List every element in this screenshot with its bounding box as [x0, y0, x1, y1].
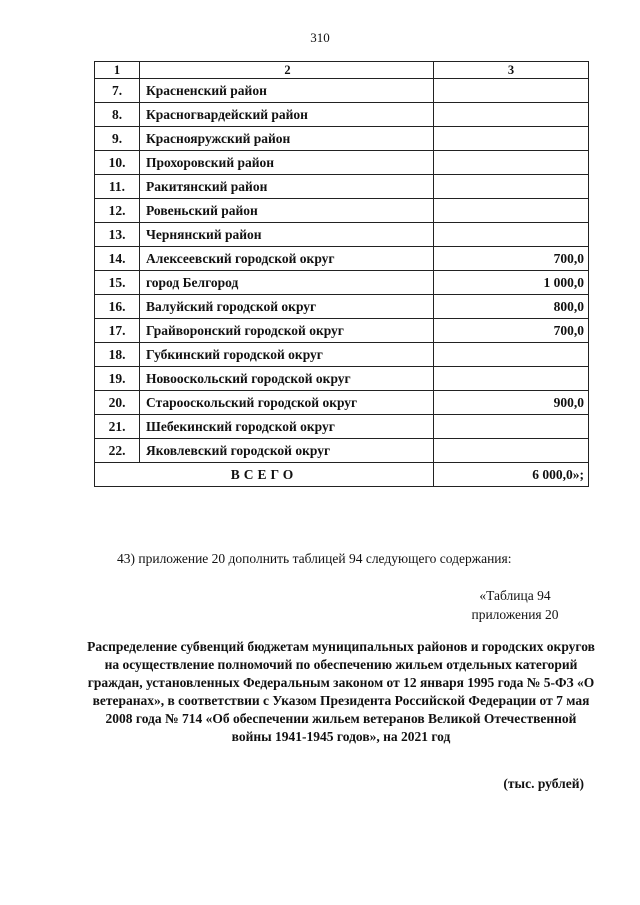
header-col-1: 1	[95, 62, 140, 79]
row-value	[434, 103, 589, 127]
row-number: 9.	[95, 127, 140, 151]
table-reference-line-2: приложения 20	[471, 607, 559, 622]
header-col-2: 2	[140, 62, 434, 79]
row-number: 22.	[95, 439, 140, 463]
row-number: 10.	[95, 151, 140, 175]
table-row	[95, 343, 589, 367]
table-row	[95, 415, 589, 439]
row-value	[434, 223, 589, 247]
table-row	[95, 271, 589, 295]
row-number: 18.	[95, 343, 140, 367]
row-number: 16.	[95, 295, 140, 319]
row-number: 11.	[95, 175, 140, 199]
row-value: 700,0	[434, 247, 589, 271]
total-value: 6 000,0»;	[434, 463, 589, 487]
table-row	[95, 223, 589, 247]
row-name: Краснояружский район	[140, 127, 434, 151]
table-row	[95, 175, 589, 199]
row-value	[434, 343, 589, 367]
header-col-3: 3	[434, 62, 589, 79]
row-number: 13.	[95, 223, 140, 247]
row-name: Губкинский городской округ	[140, 343, 434, 367]
table-row	[95, 199, 589, 223]
row-value: 800,0	[434, 295, 589, 319]
row-value	[434, 151, 589, 175]
units-label: (тыс. рублей)	[503, 776, 584, 791]
row-name: Красненский район	[140, 79, 434, 103]
row-name: город Белгород	[140, 271, 434, 295]
row-value	[434, 415, 589, 439]
row-name: Валуйский городской округ	[140, 295, 434, 319]
table-row	[95, 127, 589, 151]
table-row	[95, 367, 589, 391]
row-value: 1 000,0	[434, 271, 589, 295]
row-name: Новооскольский городской округ	[140, 367, 434, 391]
row-value	[434, 175, 589, 199]
row-number: 7.	[95, 79, 140, 103]
row-number: 15.	[95, 271, 140, 295]
row-value	[434, 79, 589, 103]
row-value	[434, 199, 589, 223]
row-name: Яковлевский городской округ	[140, 439, 434, 463]
row-number: 14.	[95, 247, 140, 271]
row-number: 17.	[95, 319, 140, 343]
row-name: Старооскольский городской округ	[140, 391, 434, 415]
row-name: Ракитянский район	[140, 175, 434, 199]
row-value: 900,0	[434, 391, 589, 415]
table-row	[95, 103, 589, 127]
row-number: 19.	[95, 367, 140, 391]
total-row	[95, 463, 589, 487]
table-row	[95, 247, 589, 271]
table-header-row	[95, 62, 589, 79]
table-row	[95, 319, 589, 343]
table-row	[95, 295, 589, 319]
table-reference	[440, 586, 590, 624]
table-title: Распределение субвенций бюджетам муниципальных районов и городских округов на осуществление полномочий по обеспечению жильем отдельных категорий граждан, установленных Федеральным законом от 12 января 1995 года № 5-ФЗ «О ветеранах», в соответствии с Указом Президента Российской Федерации от 7 мая 2008 года № 714 «Об обеспечении жильем ветеранов Великой Отечественной войны 1941-1945 годов», на 2021 год	[87, 639, 595, 744]
table-body	[95, 79, 589, 463]
row-value	[434, 367, 589, 391]
row-number: 12.	[95, 199, 140, 223]
table-row	[95, 439, 589, 463]
row-number: 21.	[95, 415, 140, 439]
table-row	[95, 391, 589, 415]
row-name: Шебекинский городской округ	[140, 415, 434, 439]
row-name: Красногвардейский район	[140, 103, 434, 127]
row-value: 700,0	[434, 319, 589, 343]
amendment-paragraph: 43) приложение 20 дополнить таблицей 94 следующего содержания:	[117, 551, 512, 566]
row-number: 8.	[95, 103, 140, 127]
allocation-table	[94, 61, 589, 487]
row-name: Алексеевский городской округ	[140, 247, 434, 271]
table-row	[95, 79, 589, 103]
row-name: Прохоровский район	[140, 151, 434, 175]
row-value	[434, 439, 589, 463]
row-name: Ровеньский район	[140, 199, 434, 223]
table-row	[95, 151, 589, 175]
total-label: ВСЕГО	[95, 463, 434, 487]
row-name: Чернянский район	[140, 223, 434, 247]
row-name: Грайворонский городской округ	[140, 319, 434, 343]
row-number: 20.	[95, 391, 140, 415]
row-value	[434, 127, 589, 151]
page-number: 310	[310, 30, 330, 45]
table-reference-line-1: «Таблица 94	[479, 588, 551, 603]
